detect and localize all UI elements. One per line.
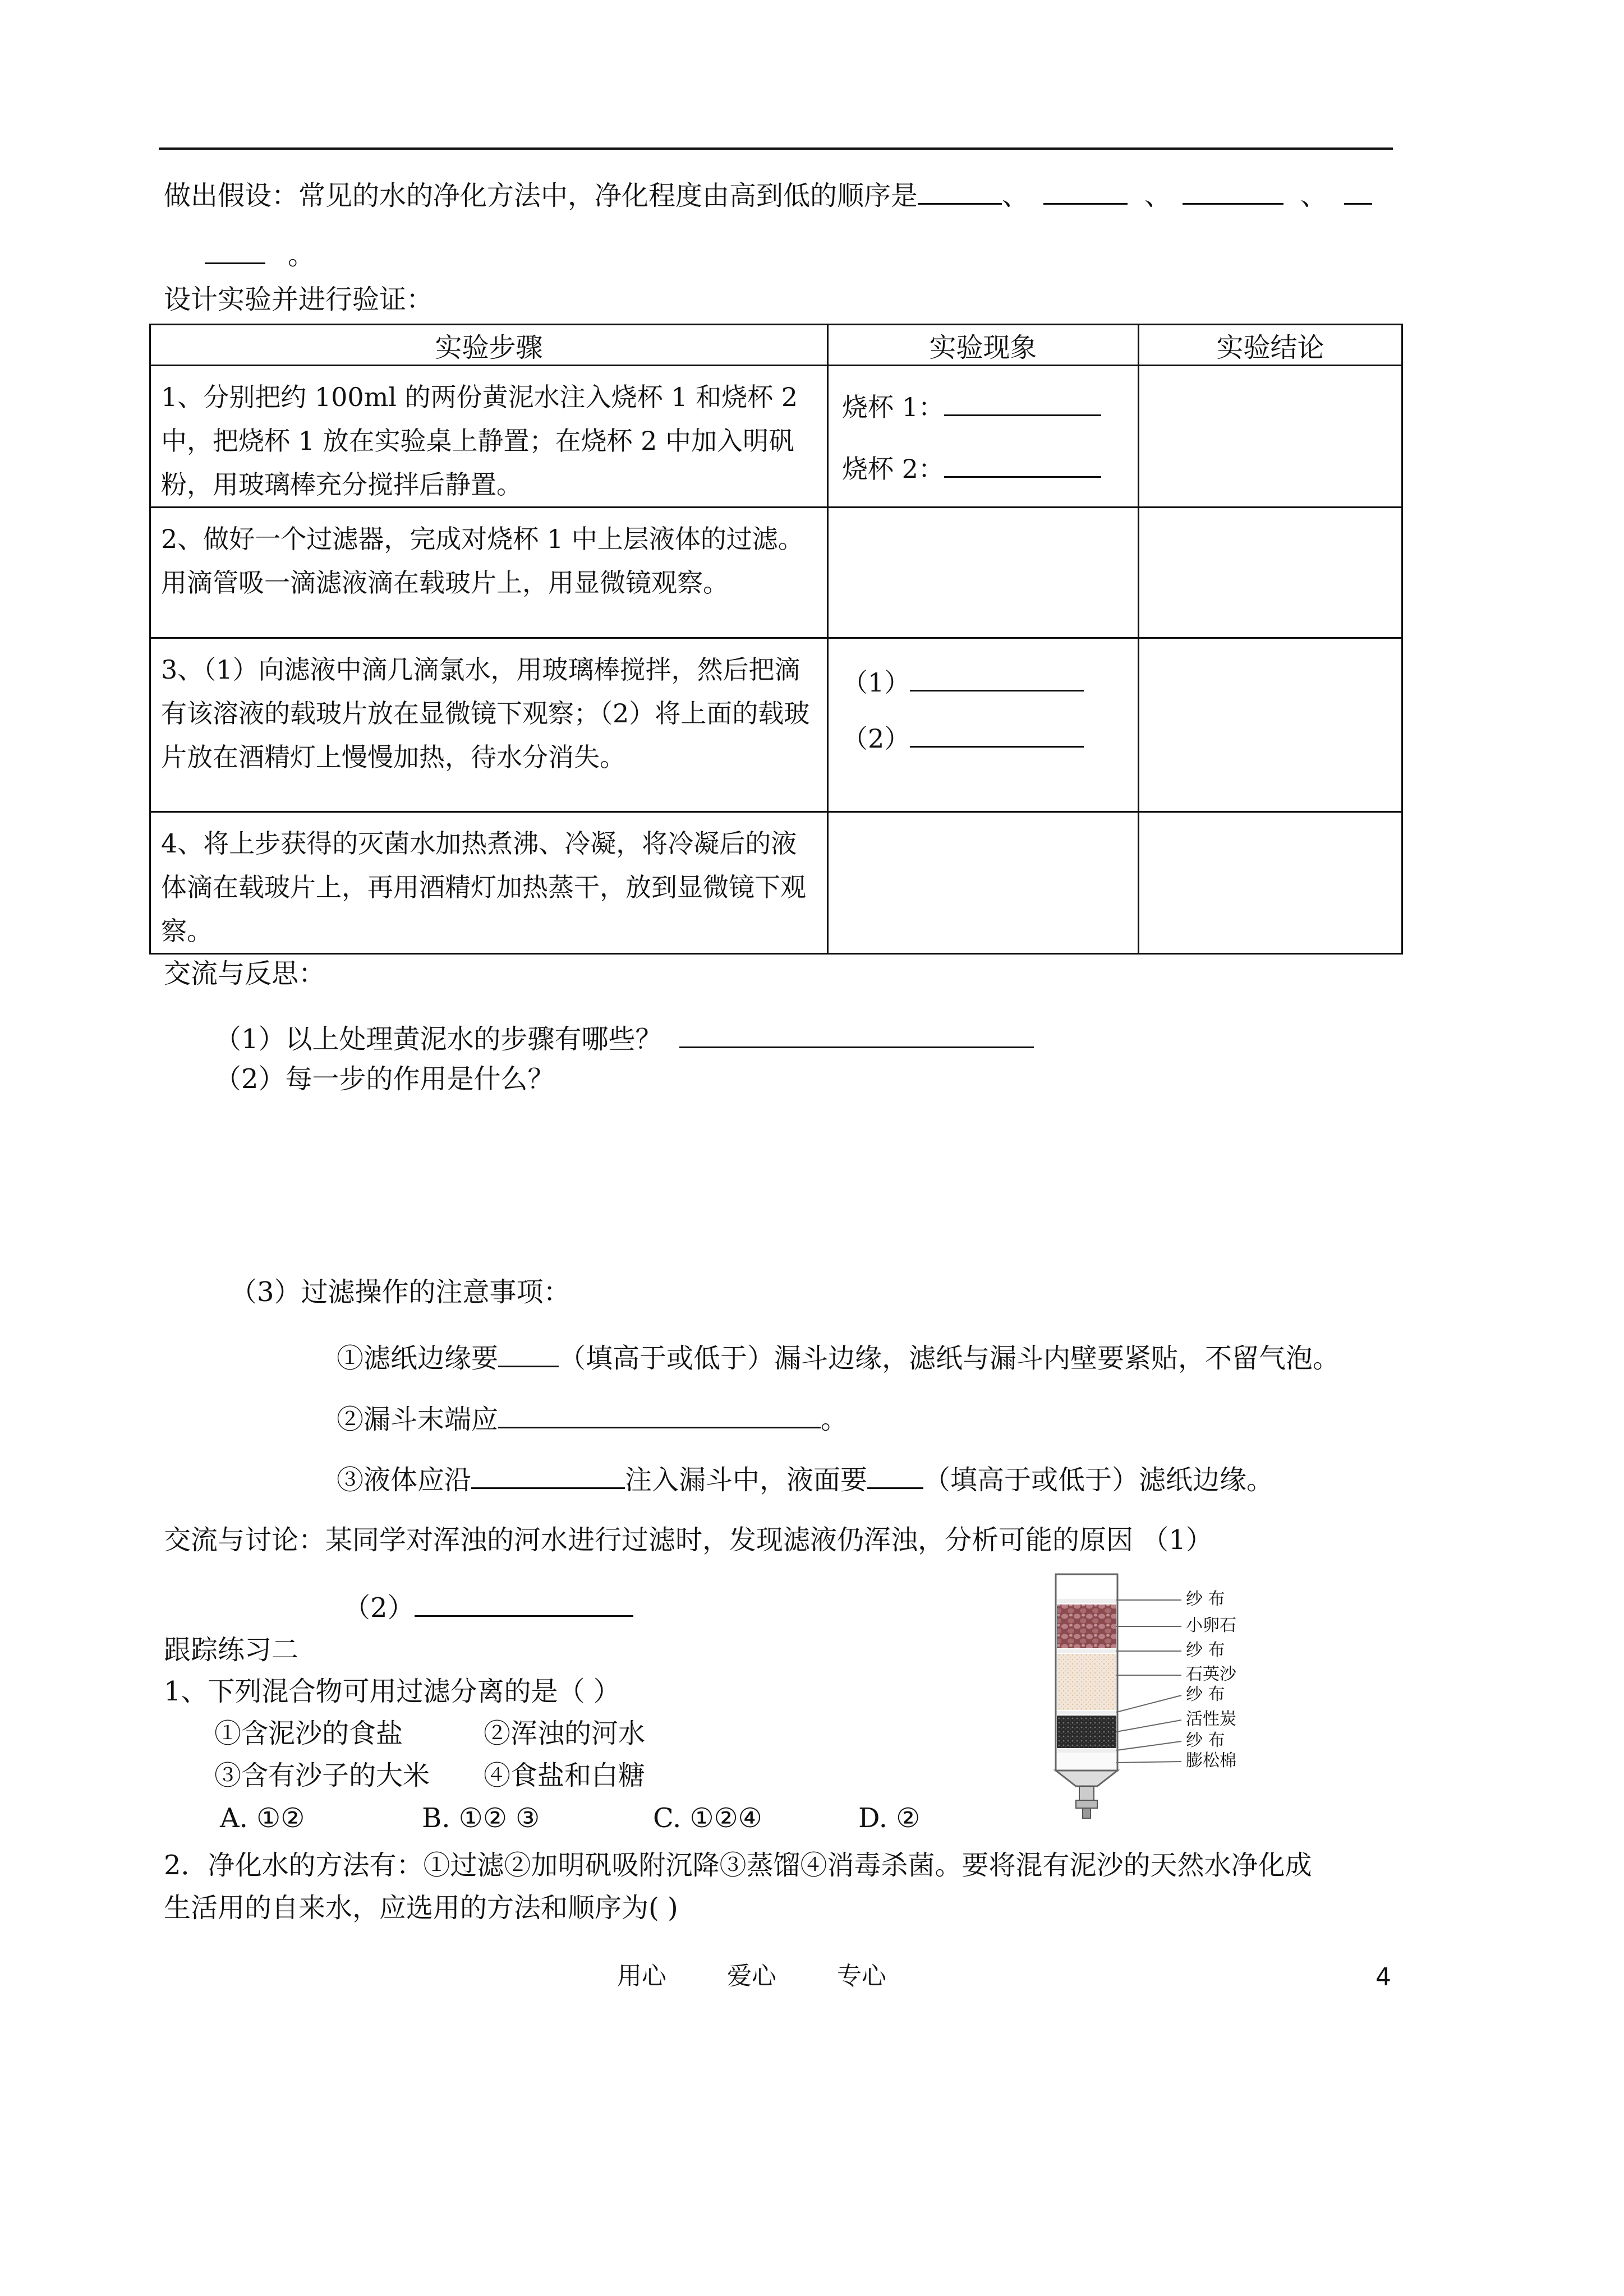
separator: 、 (1300, 180, 1328, 211)
practice-q2-line1: 2．净化水的方法有：①过滤②加明矾吸附沉降③蒸馏④消毒杀菌。要将混有泥沙的天然水净化成 (164, 1850, 1312, 1881)
water-filter-figure (1049, 1573, 1329, 1820)
phenomenon-cell (828, 366, 1139, 508)
separator: 、 (1144, 180, 1172, 211)
reflection-q2: （2）每一步的作用是什么？ (214, 1063, 555, 1095)
blank-2[interactable] (1043, 181, 1128, 205)
note-1-blank[interactable] (498, 1343, 559, 1367)
conclusion-cell[interactable] (1139, 366, 1402, 508)
phenomenon-content (829, 639, 1138, 767)
header-conclusion: 实验结论 (1139, 325, 1402, 366)
choice-c[interactable]: C. ①②④ (653, 1802, 762, 1834)
footer-motto-1: 用心 (617, 1962, 666, 1990)
phenomenon-cell[interactable] (828, 508, 1139, 638)
period: 。 (288, 239, 315, 271)
note-3c: （填高于或低于）滤纸边缘。 (923, 1464, 1274, 1496)
q1-option-3: ③含有沙子的大米 (214, 1760, 430, 1791)
blank-1[interactable] (918, 181, 1002, 205)
filter-note-3 (337, 1464, 1274, 1496)
table-header-row (150, 325, 1402, 366)
reflection-q1 (214, 1024, 1034, 1053)
note-3a: ③液体应沿 (337, 1464, 472, 1496)
step-cell (150, 812, 828, 954)
beaker-2-blank[interactable] (944, 454, 1101, 478)
hypothesis-text: 做出假设：常见的水的净化方法中，净化程度由高到低的顺序是 (164, 180, 918, 211)
practice-q1: 1、下列混合物可用过滤分离的是（ ） (164, 1676, 620, 1707)
discussion-p2 (343, 1592, 633, 1624)
header-rule (159, 147, 1393, 150)
filter-note-2 (337, 1404, 848, 1433)
note-2a: ②漏斗末端应 (337, 1404, 499, 1435)
step-cell (150, 638, 828, 812)
step-cell (150, 508, 828, 638)
practice-q2-line2: 生活用的自来水，应选用的方法和顺序为( ) (164, 1892, 678, 1924)
label-pebbles: 小卵石 (1186, 1616, 1236, 1635)
phenomenon-cell (828, 638, 1139, 812)
obs-1-label: （1） (842, 667, 910, 698)
label-quartz-sand: 石英沙 (1186, 1665, 1236, 1684)
obs-2-label: （2） (842, 723, 910, 754)
blank-3[interactable] (1183, 181, 1283, 205)
label-gauze: 纱 布 (1186, 1640, 1225, 1660)
practice-heading: 跟踪练习二 (164, 1634, 299, 1666)
p2-label: （2） (343, 1592, 415, 1624)
note-1b: （填高于或低于）漏斗边缘，滤纸与漏斗内壁要紧贴，不留气泡。 (559, 1343, 1340, 1374)
choice-d[interactable]: D. ② (858, 1802, 921, 1834)
label-gauze: 纱 布 (1186, 1589, 1225, 1609)
header-steps: 实验步骤 (150, 325, 828, 366)
design-heading: 设计实验并进行验证： (164, 284, 434, 315)
filter-note-1 (337, 1343, 1340, 1372)
hypothesis-line (164, 181, 1372, 209)
discussion-text: 交流与讨论：某同学对浑浊的河水进行过滤时，发现滤液仍浑浊，分析可能的原因 （1） (164, 1524, 1213, 1556)
obs-1-blank[interactable] (910, 667, 1084, 691)
note-2-blank[interactable] (498, 1404, 821, 1428)
reflection-q3: （3）过滤操作的注意事项： (230, 1276, 571, 1308)
experiment-table (149, 324, 1403, 955)
table-row (150, 812, 1402, 954)
obs-2-blank[interactable] (910, 723, 1084, 748)
note-1a: ①滤纸边缘要 (337, 1343, 499, 1374)
beaker-1-blank[interactable] (944, 392, 1101, 416)
choice-a[interactable]: A. ①② (220, 1802, 305, 1834)
q1-blank[interactable] (679, 1024, 1034, 1048)
phenomenon-content (829, 366, 1138, 500)
conclusion-cell[interactable] (1139, 638, 1402, 812)
reflection-heading: 交流与反思： (164, 958, 326, 989)
note-3b: 注入漏斗中，液面要 (625, 1464, 868, 1496)
footer-motto-3: 专心 (837, 1962, 886, 1990)
q1-text: （1）以上处理黄泥水的步骤有哪些？ (214, 1023, 663, 1055)
step-3-text: 3、（1）向滤液中滴几滴氯水，用玻璃棒搅拌，然后把滴有该溶液的载玻片放在显微镜下观察；（2）将上面的载玻片放在酒精灯上慢慢加热，待水分消失。 (161, 654, 810, 772)
blank-4a[interactable] (1344, 181, 1372, 205)
footer-motto-2: 爱心 (727, 1962, 776, 1990)
page-number: 4 (1375, 1963, 1391, 1991)
q1-option-2: ②浑浊的河水 (484, 1718, 646, 1749)
step-4-text: 4、将上步获得的灭菌水加热煮沸、冷凝，将冷凝后的液体滴在载玻片上，再用酒精灯加热蒸干，放到显微镜下观察。 (161, 828, 806, 946)
p2-blank[interactable] (415, 1593, 633, 1617)
beaker-2-label: 烧杯 2： (842, 454, 944, 484)
header-phenomena: 实验现象 (828, 325, 1139, 366)
note-3-blank-a[interactable] (471, 1465, 625, 1489)
conclusion-cell[interactable] (1139, 812, 1402, 954)
table-row (150, 638, 1402, 812)
conclusion-cell[interactable] (1139, 508, 1402, 638)
label-gauze: 纱 布 (1186, 1685, 1225, 1704)
beaker-1-label: 烧杯 1： (842, 392, 944, 422)
label-activated-carbon: 活性炭 (1186, 1709, 1236, 1729)
phenomenon-cell[interactable] (828, 812, 1139, 954)
separator: 、 (1002, 180, 1029, 211)
blank-4b[interactable] (205, 240, 265, 264)
step-cell (150, 366, 828, 508)
note-3-blank-b[interactable] (867, 1465, 923, 1489)
note-2b: 。 (821, 1404, 848, 1435)
label-cotton: 膨松棉 (1186, 1751, 1236, 1771)
step-2-text: 2、做好一个过滤器，完成对烧杯 1 中上层液体的过滤。用滴管吸一滴滤液滴在载玻片上，用显微镜观察。 (161, 524, 804, 598)
table-row (150, 366, 1402, 508)
table-row (150, 508, 1402, 638)
label-gauze: 纱 布 (1186, 1731, 1225, 1750)
step-1-text: 1、分别把约 100ml 的两份黄泥水注入烧杯 1 和烧杯 2 中，把烧杯 1 放在实验桌上静置；在烧杯 2 中加入明矾粉，用玻璃棒充分搅拌后静置。 (161, 382, 798, 500)
hypothesis-line-2 (205, 240, 315, 269)
q1-option-1: ①含泥沙的食盐 (214, 1718, 403, 1749)
choice-b[interactable]: B. ①② ③ (422, 1802, 540, 1834)
q1-option-4: ④食盐和白糖 (484, 1760, 646, 1791)
